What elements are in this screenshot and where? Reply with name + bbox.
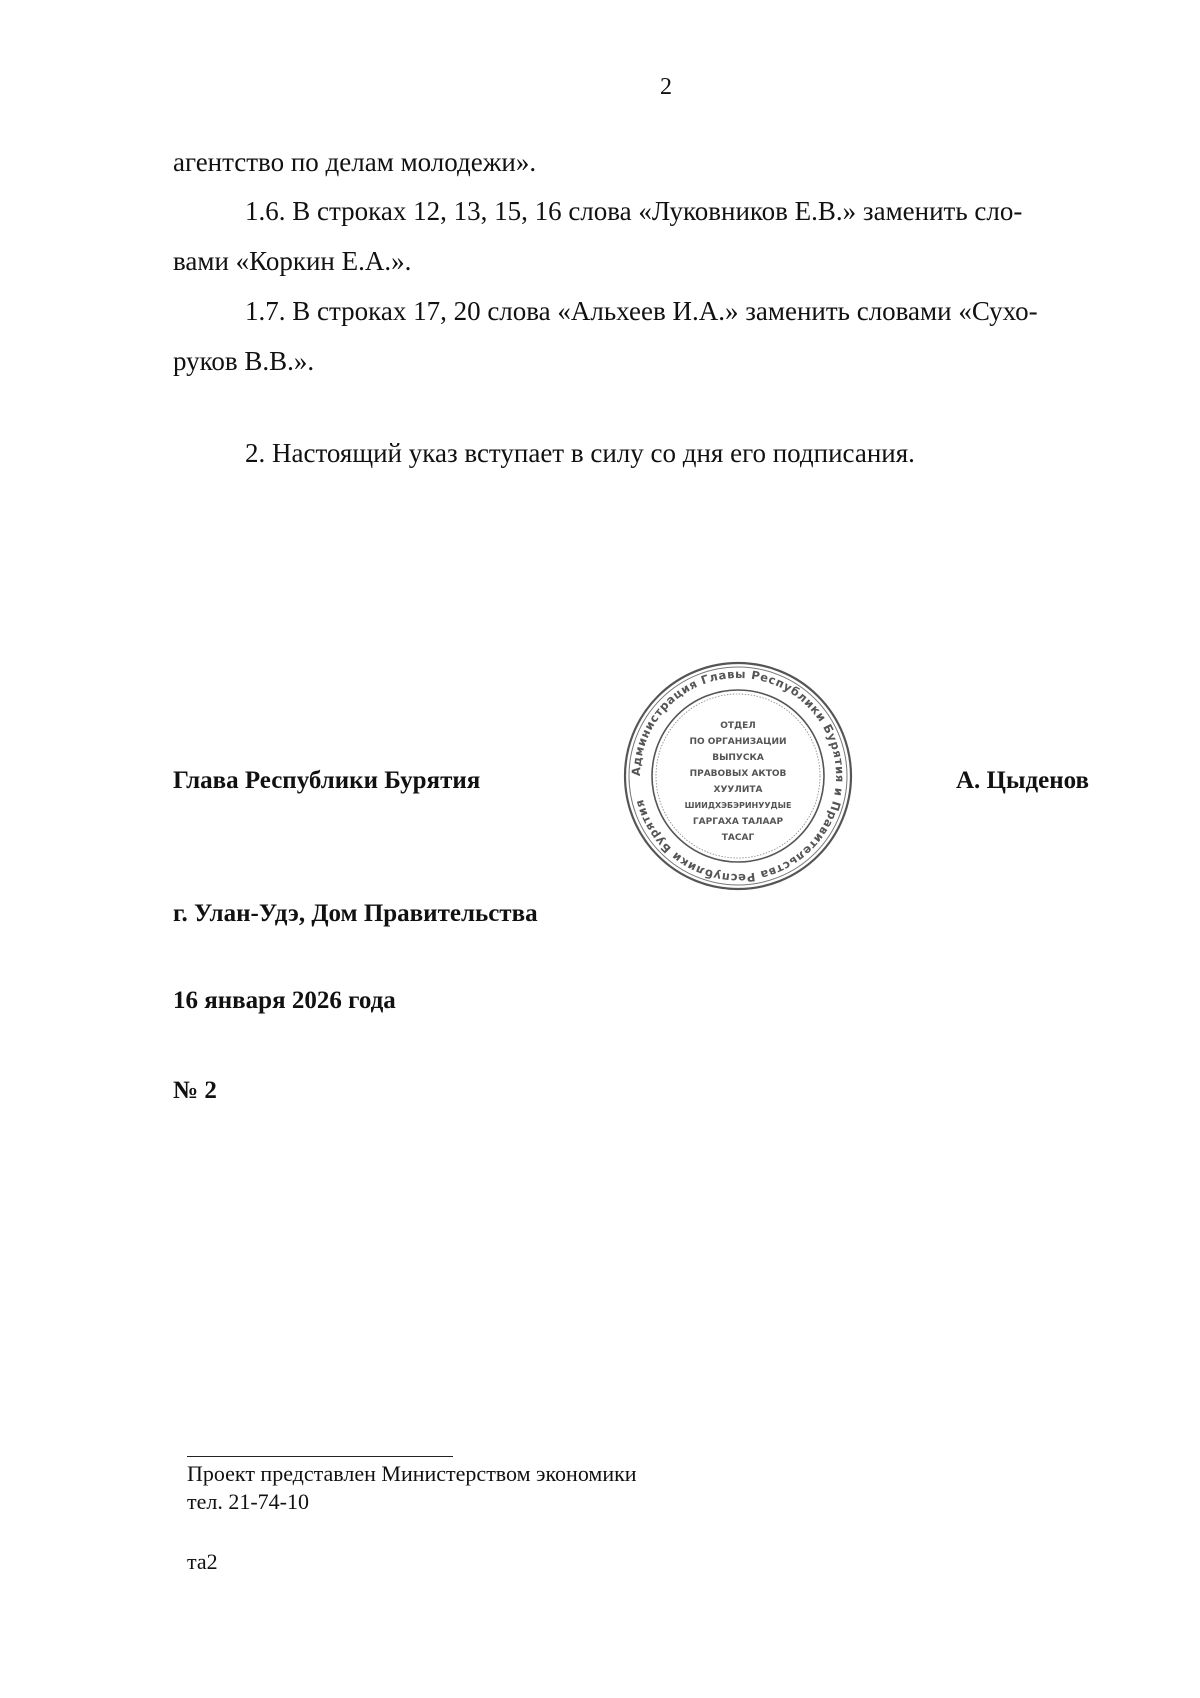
seal-inner-line: ПРАВОВЫХ АКТОВ	[689, 769, 787, 779]
item-1-6-line-1: 1.6. В строках 12, 13, 15, 16 слова «Луковников Е.В.» заменить сло-	[245, 196, 1023, 226]
item-1-7-line-2: руков В.В.».	[173, 346, 315, 376]
footnote-presented-by: Проект представлен Министерством экономики	[187, 1461, 637, 1486]
item-1-7-line-1: 1.7. В строках 17, 20 слова «Альхеев И.А.» заменить словами «Сухо-	[245, 296, 1038, 326]
item-2: 2. Настоящий указ вступает в силу со дня его подписания.	[245, 438, 915, 468]
signatory-name: А. Цыденов	[955, 767, 1089, 794]
document-number: № 2	[173, 1077, 217, 1104]
seal-inner-line: ВЫПУСКА	[712, 753, 764, 763]
seal-inner-line: ГАРГАХА ТАЛААР	[692, 817, 784, 827]
seal-inner-line: ШИИДХЭБЭРИНУУДЫЕ	[684, 801, 792, 810]
signatory-position: Глава Республики Бурятия	[173, 767, 481, 794]
item-1-6-line-2: вами «Коркин Е.А.».	[173, 246, 412, 276]
issue-place: г. Улан-Удэ, Дом Правительства	[173, 900, 538, 927]
issue-date: 16 января 2026 года	[173, 987, 396, 1014]
official-seal	[622, 660, 854, 892]
page-number: 2	[660, 74, 672, 100]
seal-inner-line: ОТДЕЛ	[720, 721, 756, 731]
seal-inner-line: ХУУЛИТА	[713, 785, 763, 795]
footnote-code: та2	[187, 1549, 218, 1574]
seal-ring-text: Администрация Главы Республики Бурятия и Правительства Республики Бурятия	[628, 666, 848, 886]
body-line-continuation: агентство по делам молодежи».	[173, 147, 537, 177]
footnote-phone: тел. 21-74-10	[187, 1489, 310, 1514]
footnote-divider	[187, 1456, 453, 1457]
seal-inner-line: ТАСАГ	[721, 833, 755, 843]
seal-inner-line: ПО ОРГАНИЗАЦИИ	[689, 737, 787, 747]
